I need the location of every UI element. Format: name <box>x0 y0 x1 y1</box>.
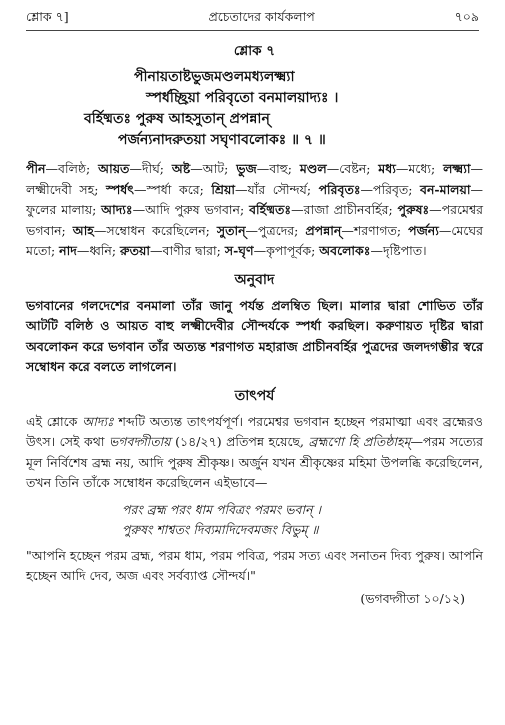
synonym-word: সুতান্ <box>216 222 246 238</box>
header-verse-ref: শ্লোক ৭] <box>26 9 69 24</box>
synonym-meaning: —আট; <box>190 161 237 176</box>
synonym-word: বর্হিষ্মতঃ <box>249 202 292 217</box>
citation: (ভগবদ্গীতা ১০/১২) <box>360 590 465 606</box>
page-content <box>26 40 483 609</box>
purport-italic-term: আদ্যঃ <box>82 413 114 429</box>
synonym-word: অষ্ট <box>171 161 191 176</box>
verse-line: বর্হিষ্মতঃ পুরুষ আহসুতান্ প্রপন্নান্ <box>84 111 270 127</box>
purport-text: এই শ্লোকে <box>26 413 78 429</box>
quoted-verse-line: পুরুষং শাশ্বতং দিব্যমাদিদেবমজং বিভুম্ ॥ <box>122 521 319 537</box>
synonym-word: বন-মালয়া <box>420 181 471 197</box>
verse-line: স্পর্ধচ্ছ্রিয়া পরিবৃতো বনমালয়াদ্যঃ । <box>146 90 339 106</box>
verse-line: পর্জন্যনাদরুতয়া সঘৃণাবলোকঃ ॥ ৭ ॥ <box>118 132 326 148</box>
purport-paragraph <box>26 412 483 494</box>
synonym-meaning: —পরিবৃত; <box>360 181 421 197</box>
synonym-meaning: —বেষ্টন; <box>326 161 379 176</box>
synonym-meaning: —সম্বোধন করেছিলেন; <box>93 222 217 238</box>
header-page-number: ৭০৯ <box>454 9 479 24</box>
synonym-word: মণ্ডল <box>299 161 327 176</box>
synonym-meaning: —বাহু; <box>256 161 300 176</box>
synonym-meaning: —আদি পুরুষ ভগবান; <box>132 202 250 217</box>
synonym-word: স-ঘৃণ <box>224 243 254 258</box>
running-header <box>26 8 479 31</box>
synonym-word: পর্জন্য <box>408 222 439 238</box>
synonym-meaning: —ফুলের মালায়; <box>26 181 483 217</box>
synonym-word: লক্ষ্ম্যা <box>443 161 471 176</box>
synonym-meaning: —শরণাগত; <box>341 222 409 238</box>
synonym-meaning: —কৃপাপূর্বক; <box>253 243 320 258</box>
synonym-meaning: —ধ্বনি; <box>76 243 121 258</box>
synonym-meaning: —লক্ষ্মীদেবী সহ; <box>26 161 483 197</box>
translation-text: ভগবানের গলদেশের বনমালা তাঁর জানু পর্যন্ত প্রলম্বিত ছিল। মালার দ্বারা শোভিত তাঁর আটটি বলিষ্ঠ ও আয়ত বাহু লক্ষ্মীদেবীর সৌন্দর্যকে স্পর্ধা করছিল। করুণায়ত দৃষ্টির দ্বারা অবলোকন করে ভগবান তাঁর অত্যন্ত শরণাগত মহারাজ প্রাচীনবর্হির পুত্রদের জলদগম্ভীর স্বরে সম্বোধন করে বলতে লাগলেন। <box>26 297 483 374</box>
synonym-meaning: —মেঘের মতো; <box>26 222 483 258</box>
synonym-word: অবলোকঃ <box>319 243 371 258</box>
synonym-word: আহ <box>72 222 94 238</box>
verse-number: শ্লোক ৭ <box>233 43 276 59</box>
synonym-word: শ্রিয়া <box>211 181 235 197</box>
synonym-meaning: —স্পর্ধা করে; <box>133 181 212 197</box>
synonym-word: নাদ <box>59 243 77 258</box>
synonym-meaning: —বলিষ্ঠ; <box>45 161 99 176</box>
synonym-meaning: —রাজা প্রাচীনবর্হির; <box>291 202 398 217</box>
synonym-meaning: —পুত্রদের; <box>245 222 306 238</box>
translation-heading: অনুবাদ <box>234 271 275 288</box>
purport-heading: তাৎপর্য <box>234 387 275 404</box>
quoted-verse-line: পরং ব্রহ্ম পরং ধাম পবিত্রং পরমং ভবান্ । <box>122 501 322 517</box>
synonym-word: আদ্যঃ <box>101 202 133 217</box>
synonym-meaning: —মধ্যে; <box>395 161 444 176</box>
synonym-word: স্পর্ধৎ <box>105 181 134 197</box>
sanskrit-verse <box>26 67 483 151</box>
synonym-word: মধ্য <box>378 161 396 176</box>
synonym-meaning: —পরমেশ্বর ভগবান; <box>26 202 484 238</box>
synonym-meaning: —যাঁর সৌন্দর্য; <box>234 181 319 197</box>
synonym-word: পুরুষঃ <box>397 202 430 217</box>
quoted-verse-translation: "আপনি হচ্ছেন পরম ব্রহ্ম, পরম ধাম, পরম পবিত্র, পরম সত্য এবং সনাতন দিব্য পুরুষ। আপনি হচ্ছেন আদি দেব, অজ এবং সর্বব্যাপ্ত সৌন্দর্য।" <box>26 547 483 583</box>
header-chapter-title: প্রচেতাদের কার্যকলাপ <box>208 9 315 24</box>
purport-text: শব্দটি অত্যন্ত তাৎপর্যপূর্ণ। পরমেশ্বর ভগবান হচ্ছেন পরমাত্মা এবং ব্রহ্মেরও উৎস। সেই কথা <box>26 413 483 449</box>
synonym-meaning: —দীর্ঘ; <box>129 161 172 176</box>
synonym-meaning: —দৃষ্টিপাত। <box>370 243 427 258</box>
synonym-word: আয়ত <box>98 161 130 176</box>
purport-italic-term: ব্রহ্মণো হি প্রতিষ্ঠাহম্ <box>308 434 411 449</box>
synonym-word: পীন <box>26 161 46 176</box>
synonym-meaning: —বাণীর দ্বারা; <box>150 243 225 258</box>
purport-italic-term: ভগবদ্গীতায় <box>108 434 171 449</box>
purport-text: —পরম সত্যের মূল নির্বিশেষ ব্রহ্ম নয়, আদি পুরুষ শ্রীকৃষ্ণ। অর্জুন যখন শ্রীকৃষ্ণের মহিমা উপলব্ধি করেছিলেন, তখন তিনি তাঁকে সম্বোধন করেছিলেন এইভাবে— <box>26 434 483 490</box>
verse-line: পীনায়তাষ্টভুজমণ্ডলমধ্যলক্ষ্ম্যা <box>134 69 295 85</box>
synonym-word: রুতয়া <box>120 243 151 258</box>
word-synonyms <box>26 159 483 262</box>
purport-text: (১৪/২৭) প্রতিপন্ন হয়েছে, <box>175 434 305 449</box>
synonym-word: পরিবৃতঃ <box>318 181 361 197</box>
quoted-verse <box>26 500 483 540</box>
synonym-word: ভুজ <box>236 161 257 176</box>
synonym-word: প্রপন্নান্ <box>305 222 342 238</box>
